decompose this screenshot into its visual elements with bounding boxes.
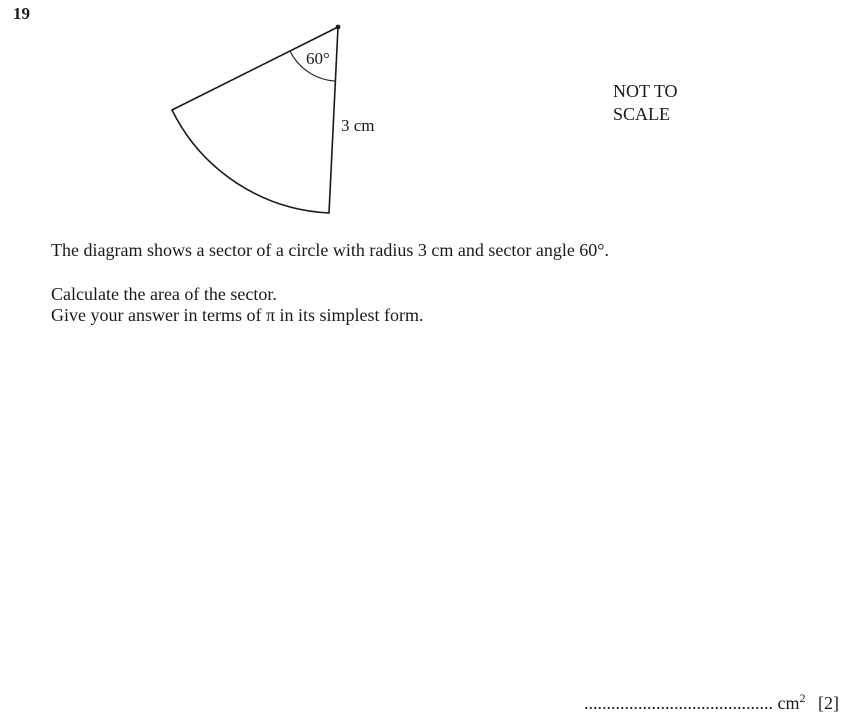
radius-label: 3 cm — [341, 116, 375, 135]
angle-label: 60° — [306, 49, 330, 68]
answer-line — [584, 693, 839, 714]
question-number: 19 — [13, 4, 30, 23]
diagram-description: The diagram shows a sector of a circle with radius 3 cm and sector angle 60°. — [51, 240, 610, 260]
instruction-format: Give your answer in terms of π in its simplest form. — [51, 305, 424, 325]
answer-unit: cm — [777, 693, 800, 713]
scale-note-line-1: NOT TO — [613, 81, 678, 101]
answer-dots[interactable]: .......................................... — [584, 693, 773, 713]
sector-diagram — [0, 0, 853, 230]
answer-unit-power: 2 — [799, 691, 806, 705]
centre-point — [336, 25, 341, 30]
scale-note-line-2: SCALE — [613, 104, 671, 124]
marks-badge: [2] — [818, 693, 839, 713]
not-to-scale-note — [613, 80, 678, 126]
instruction-calculate: Calculate the area of the sector. — [51, 284, 277, 304]
